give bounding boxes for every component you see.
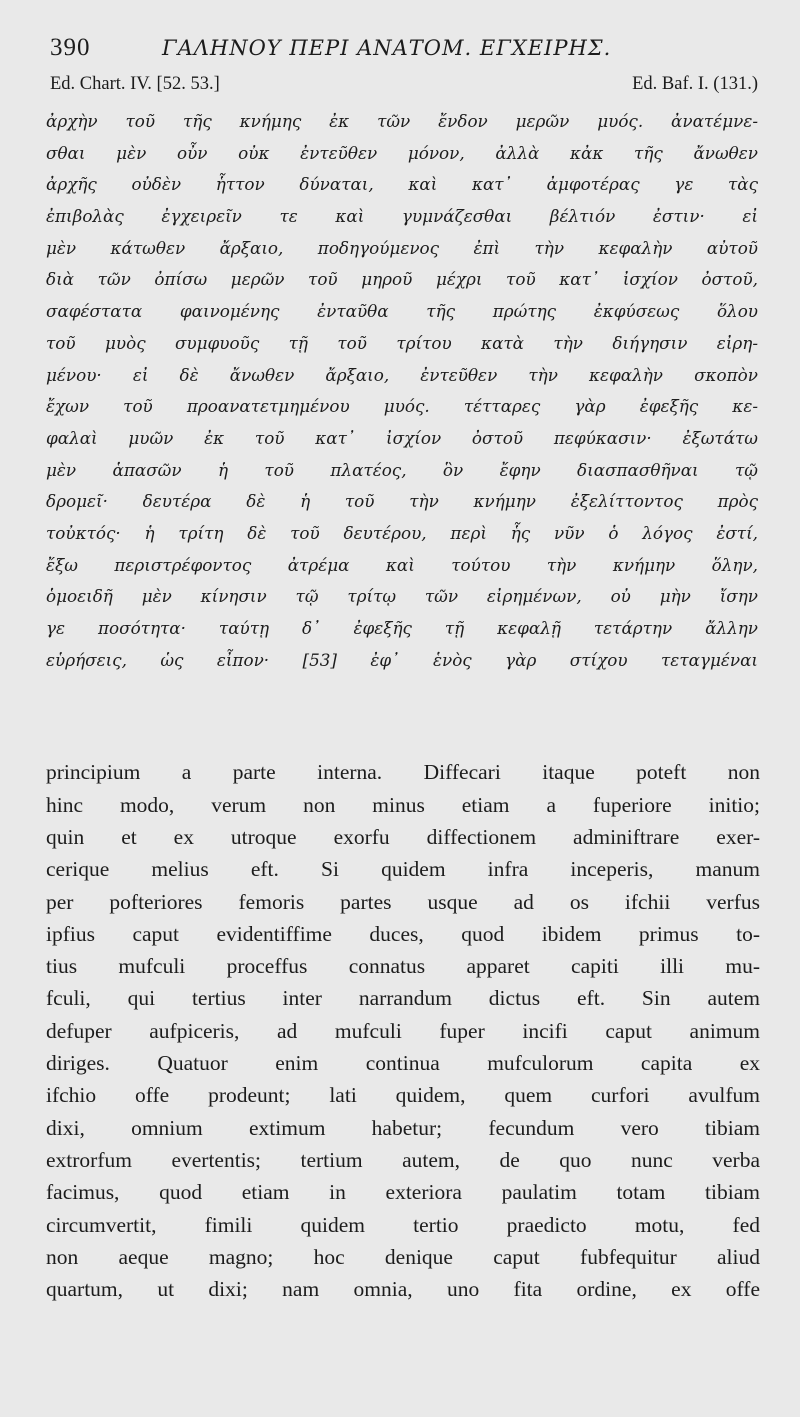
latin-text-line: ifchio offe prodeunt; lati quidem, quem curfori avulfum — [46, 1083, 760, 1108]
greek-text-line: φαλαὶ μυῶν ἐκ τοῦ κατ᾽ ἰσχίον ὀστοῦ πεφύκασιν· ἐξωτάτω — [46, 427, 758, 448]
latin-text-line: extrorfum evertentis; tertium autem, de quo nunc verba — [46, 1147, 760, 1172]
latin-text-line: ipfius caput evidentiffime duces, quod ibidem primus to- — [46, 921, 760, 946]
edition-chartier-reference: Ed. Chart. IV. [52. 53.] — [50, 74, 220, 94]
latin-text-line: quartum, ut dixi; nam omnia, uno fita ordine, ex offe — [46, 1277, 760, 1302]
greek-text-block — [46, 106, 764, 676]
greek-text-line: μὲν κάτωθεν ἄρξαιο, ποδηγούμενος ἐπὶ τὴν κεφαλὴν αὐτοῦ — [46, 237, 758, 258]
edition-references — [46, 74, 764, 104]
greek-text-line: εὑρήσεις, ὡς εἶπον· [53] ἐφ᾽ ἑνὸς γὰρ στίχου τεταγμέναι — [46, 649, 758, 670]
latin-text-line: diriges. Quatuor enim continua mufculorum capita ex — [46, 1051, 760, 1076]
greek-text-line: ἔχων τοῦ προανατετμημένου μυός. τέτταρες γὰρ ἐφεξῆς κε- — [46, 396, 758, 417]
greek-text-line: ἐπιβολὰς ἐγχειρεῖν τε καὶ γυμνάζεσθαι βέλτιόν ἐστιν· εἰ — [46, 206, 758, 227]
page-header — [46, 34, 764, 74]
greek-text-line: γε ποσότητα· ταύτῃ δ᾽ ἐφεξῆς τῇ κεφαλῇ τετάρτην ἄλλην — [46, 618, 758, 638]
latin-text-line: tius mufculi proceffus connatus apparet capiti illi mu- — [46, 954, 760, 979]
greek-text-line: διὰ τῶν ὀπίσω μερῶν τοῦ μηροῦ μέχρι τοῦ κατ᾽ ἰσχίον ὀστοῦ, — [46, 269, 758, 290]
greek-text-line: μένου· εἰ δὲ ἄνωθεν ἄρξαιο, ἐντεῦθεν τὴν κεφαλὴν σκοπὸν — [46, 364, 758, 385]
page-number: 390 — [50, 34, 91, 61]
latin-text-line: fculi, qui tertius inter narrandum dictus eft. Sin autem — [46, 986, 760, 1011]
latin-text-line: principium a parte interna. Diffecari itaque poteft non — [46, 760, 760, 785]
greek-text-line: σαφέστατα φαινομένης ἐνταῦθα τῆς πρώτης ἐκφύσεως ὅλου — [46, 301, 758, 322]
latin-text-line: non aeque magno; hoc denique caput fubfequitur aliud — [46, 1244, 760, 1269]
latin-text-line: circumvertit, fimili quidem tertio praedicto motu, fed — [46, 1212, 760, 1237]
latin-text-line: hinc modo, verum non minus etiam a fuperiore initio; — [46, 792, 760, 817]
greek-text-line: μὲν ἁπασῶν ἡ τοῦ πλατέος, ὃν ἔφην διασπασθῆναι τῷ — [46, 459, 758, 480]
greek-text-line: ἀρχὴν τοῦ τῆς κνήμης ἐκ τῶν ἔνδον μερῶν μυός. ἀνατέμνε- — [46, 111, 758, 131]
latin-text-line: defuper aufpiceris, ad mufculi fuper incifi caput animum — [46, 1018, 760, 1043]
greek-text-line: ἔξω περιστρέφοντος ἀτρέμα καὶ τούτου τὴν κνήμην ὅλην, — [46, 554, 758, 575]
running-title: ΓΑΛΗΝΟΥ ΠΕΡΙ ΑΝΑΤΟΜ. ΕΓΧΕΙΡΗΣ. — [162, 36, 612, 60]
latin-text-line: quin et ex utroque exorfu diffectionem adminiftrare exer- — [46, 824, 760, 849]
latin-text-line: dixi, omnium extimum habetur; fecundum vero tibiam — [46, 1115, 760, 1140]
greek-text-line: σθαι μὲν οὖν οὐκ ἐντεῦθεν μόνον, ἀλλὰ κἀκ τῆς ἄνωθεν — [46, 142, 758, 163]
latin-text-line: per pofteriores femoris partes usque ad os ifchii verfus — [46, 889, 760, 914]
latin-text-line: facimus, quod etiam in exteriora paulatim totam tibiam — [46, 1180, 760, 1205]
greek-text-line: τοῦ μυὸς συμφυοῦς τῇ τοῦ τρίτου κατὰ τὴν διήγησιν εἰρη- — [46, 332, 758, 353]
edition-basel-reference: Ed. Baf. I. (131.) — [632, 74, 758, 94]
greek-text-line: ὁμοειδῆ μὲν κίνησιν τῷ τρίτῳ τῶν εἰρημένων, οὐ μὴν ἴσην — [46, 586, 758, 607]
greek-text-line: τοὐκτός· ἡ τρίτη δὲ τοῦ δευτέρου, περὶ ἧς νῦν ὁ λόγος ἐστί, — [46, 522, 758, 543]
latin-text-line: cerique melius eft. Si quidem infra inceperis, manum — [46, 857, 760, 882]
latin-text-block — [46, 756, 764, 1305]
greek-text-line: ἀρχῆς οὐδὲν ἧττον δύναται, καὶ κατ᾽ ἀμφοτέρας γε τὰς — [46, 174, 758, 195]
greek-text-line: δρομεῖ· δευτέρα δὲ ἡ τοῦ τὴν κνήμην ἐξελίττοντος πρὸς — [46, 491, 758, 512]
